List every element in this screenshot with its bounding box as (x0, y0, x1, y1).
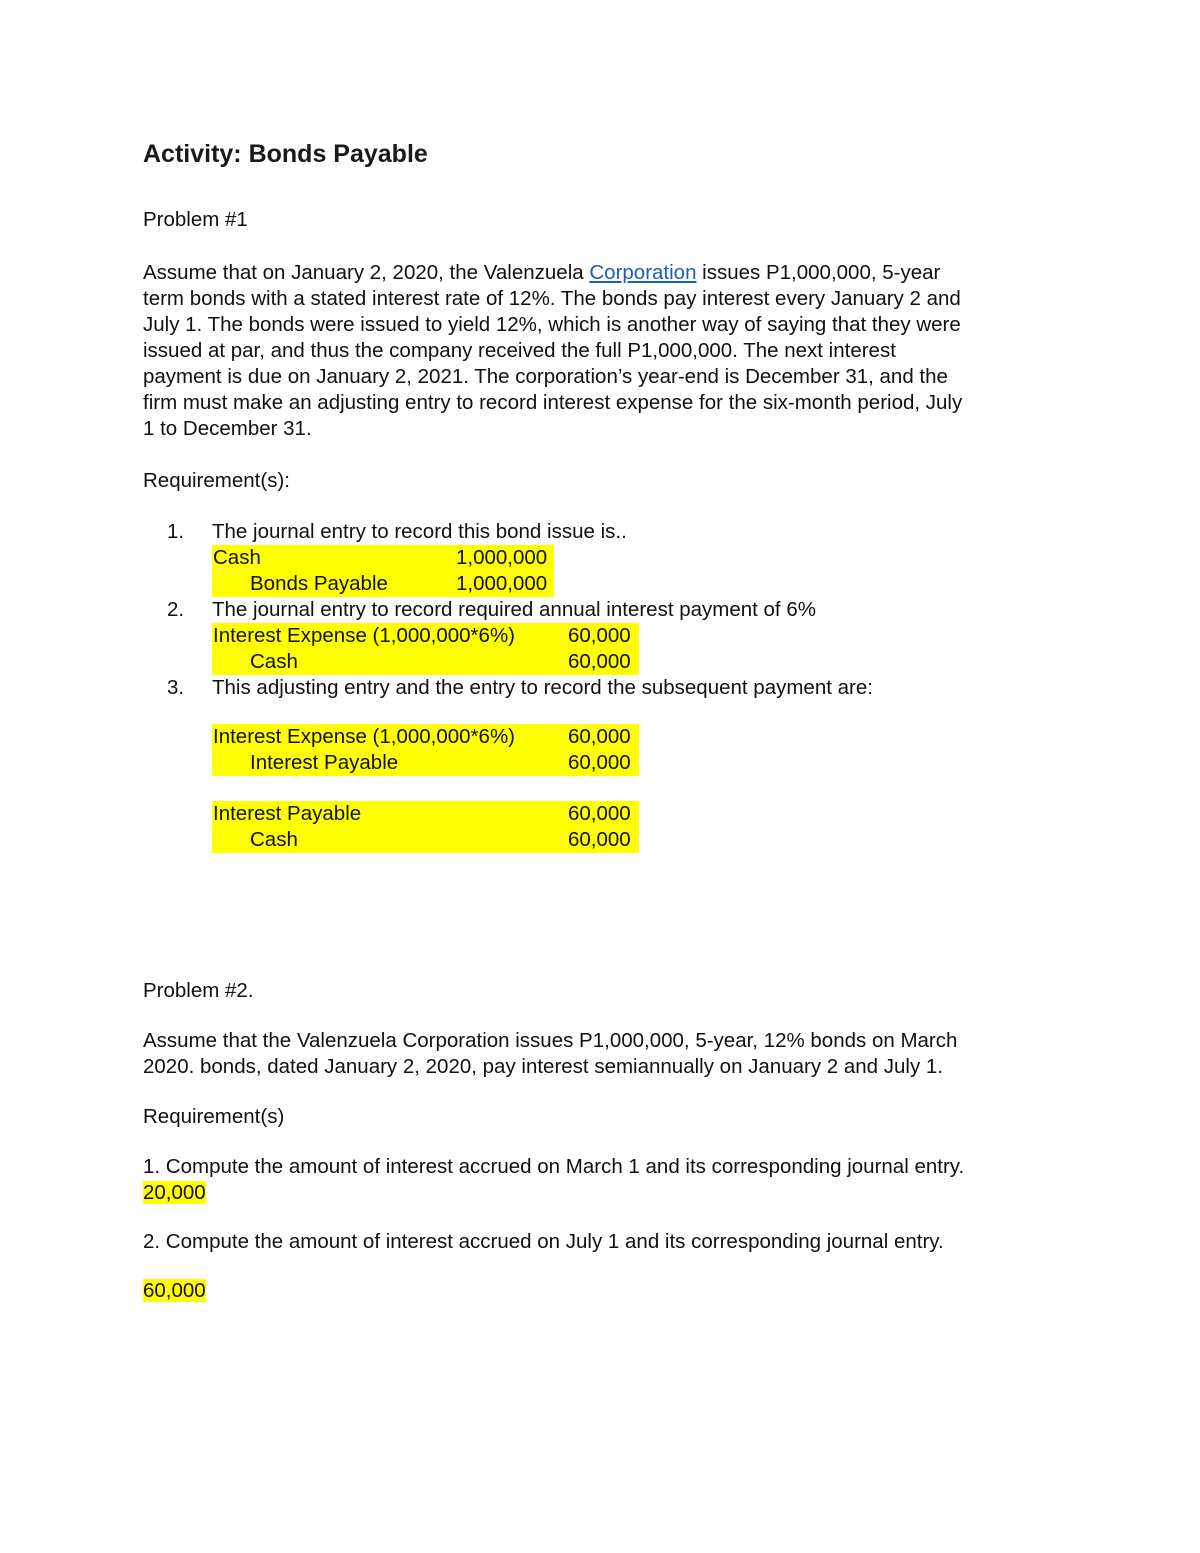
entry-account: Cash (250, 828, 298, 851)
journal-entry-row (212, 827, 639, 853)
journal-entry-row (212, 750, 639, 776)
item-number: 2. (167, 598, 185, 621)
journal-entry-row (212, 571, 554, 597)
entry-amount: 1,000,000 (456, 572, 548, 595)
problem-1-heading: Problem #1 (143, 208, 248, 231)
paragraph-line: payment is due on January 2, 2021. The corporation’s year-end is December 31, and the (143, 365, 948, 388)
corporation-link[interactable]: Corporation (589, 261, 697, 284)
entry-account: Cash (213, 546, 261, 569)
item-text: The journal entry to record required annual interest payment of 6% (212, 598, 816, 621)
paragraph-line: 1 to December 31. (143, 417, 312, 440)
journal-entry-row (212, 649, 639, 675)
problem-2-paragraph-line: 2020. bonds, dated January 2, 2020, pay interest semiannually on January 2 and July 1. (143, 1055, 944, 1078)
requirements-label: Requirement(s): (143, 469, 290, 492)
paragraph-text: issues P1,000,000, 5-year (696, 261, 941, 284)
item-text: This adjusting entry and the entry to record the subsequent payment are: (212, 676, 873, 699)
paragraph-text: Assume that on January 2, 2020, the Valenzuela (143, 261, 590, 284)
requirements-label: Requirement(s) (143, 1105, 285, 1128)
entry-amount: 60,000 (568, 725, 631, 748)
journal-entry-row (212, 623, 639, 649)
item-number: 1. (167, 520, 185, 543)
answer-1-value: 20,000 (143, 1181, 206, 1204)
paragraph-line: issued at par, and thus the company received the full P1,000,000. The next interest (143, 339, 896, 362)
answer-1 (143, 1180, 206, 1206)
entry-account: Interest Expense (1,000,000*6%) (213, 725, 515, 748)
entry-account: Interest Payable (213, 802, 362, 825)
item-number: 3. (167, 676, 185, 699)
entry-amount: 60,000 (568, 751, 631, 774)
problem-1-paragraph (143, 260, 1063, 442)
paragraph-line: term bonds with a stated interest rate of 12%. The bonds pay interest every January 2 and (143, 287, 961, 310)
entry-amount: 60,000 (568, 650, 631, 673)
entry-amount: 60,000 (568, 828, 631, 851)
problem-2-heading: Problem #2. (143, 979, 254, 1002)
entry-amount: 60,000 (568, 624, 631, 647)
paragraph-line: July 1. The bonds were issued to yield 12%, which is another way of saying that they were (143, 313, 961, 336)
problem-2-paragraph-line: Assume that the Valenzuela Corporation issues P1,000,000, 5-year, 12% bonds on March (143, 1029, 958, 1052)
entry-amount: 1,000,000 (456, 546, 548, 569)
journal-entry-row (212, 545, 554, 571)
item-text: The journal entry to record this bond issue is.. (212, 520, 627, 543)
journal-entry-row (212, 801, 639, 827)
entry-account: Interest Expense (1,000,000*6%) (213, 624, 515, 647)
answer-2 (143, 1278, 206, 1304)
journal-entry-row (212, 724, 639, 750)
question-2: 2. Compute the amount of interest accrued on July 1 and its corresponding journal entry. (143, 1230, 944, 1253)
entry-account: Bonds Payable (250, 572, 388, 595)
entry-account: Interest Payable (250, 751, 399, 774)
page-title: Activity: Bonds Payable (143, 140, 428, 168)
paragraph-line (143, 260, 1063, 286)
question-1: 1. Compute the amount of interest accrued on March 1 and its corresponding journal entry. (143, 1155, 965, 1178)
entry-account: Cash (250, 650, 298, 673)
entry-amount: 60,000 (568, 802, 631, 825)
answer-2-value: 60,000 (143, 1279, 206, 1302)
paragraph-line: firm must make an adjusting entry to record interest expense for the six-month period, July (143, 391, 963, 414)
